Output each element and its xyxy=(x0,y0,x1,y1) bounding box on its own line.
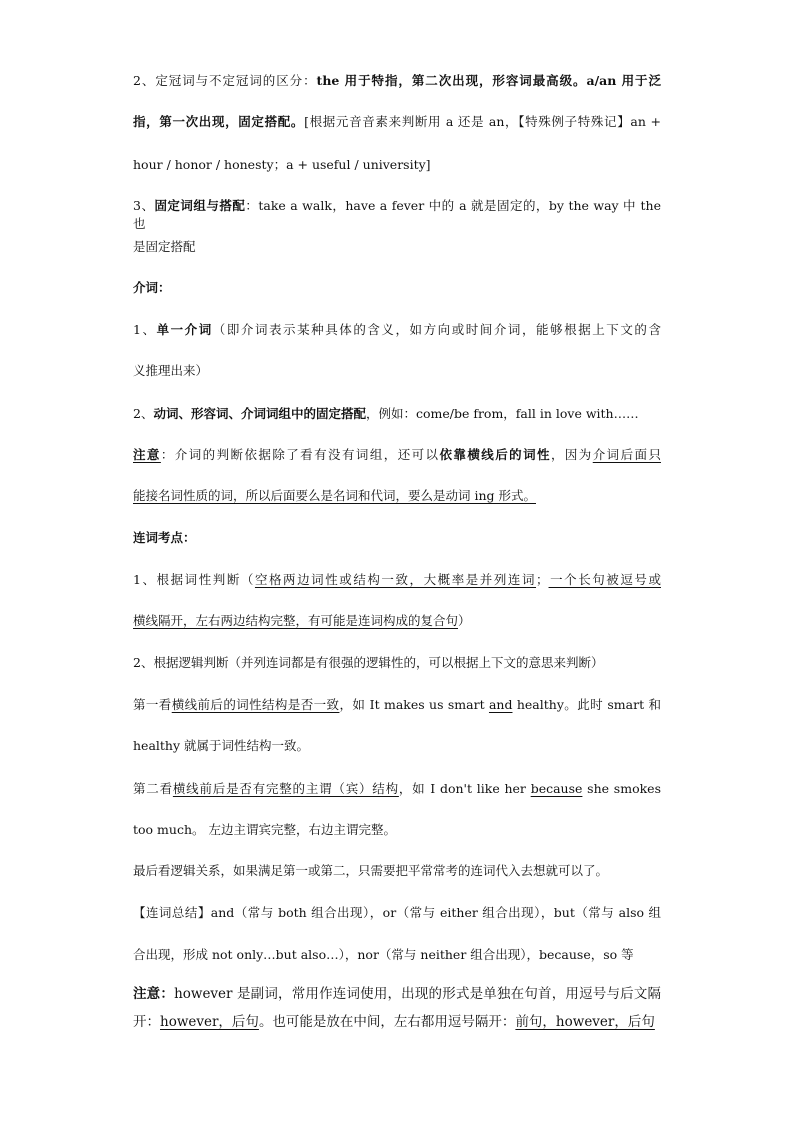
paragraph-line: 义推理出来） xyxy=(133,363,209,378)
bold-text: the 用于特指，第二次出现，形容词最高级。a/an 用于泛 xyxy=(316,73,661,88)
bold-text: 动词、形容词、介词词组中的固定搭配 xyxy=(153,406,366,421)
underlined-text: 介词后面只 xyxy=(592,447,661,462)
text-span: ：take a walk，have a fever 中的 a 就是固定的，by the way 中 the 也 xyxy=(133,198,661,231)
paragraph-line xyxy=(133,612,661,630)
text-span: however 是副词，常用作连词使用，出现的形式是单独在句首，用逗号与后文隔 xyxy=(174,986,662,1002)
paragraph-line: too much。 左边主谓宾完整，右边主谓完整。 xyxy=(133,822,396,837)
text-span: ） xyxy=(458,613,471,628)
text-span: 3、 xyxy=(133,198,155,213)
text-span: ，如 I don't like her xyxy=(398,781,531,796)
text-span: ：介词的判断依据除了看有没有词组，还可以 xyxy=(160,447,440,462)
underlined-text: 横线隔开，左右两边结构完整，有可能是连词构成的复合句 xyxy=(133,613,459,628)
paragraph-line: hour / honor / honesty；a + useful / university] xyxy=(133,157,431,172)
underlined-text: however，后句 xyxy=(160,1014,259,1030)
paragraph-line xyxy=(133,72,661,90)
bold-text: 单一介词 xyxy=(156,322,213,337)
text-span: ； xyxy=(536,572,549,587)
underlined-text: 横线前后是否有完整的主谓（宾）结构 xyxy=(172,781,399,796)
paragraph-line: 合出现，形成 not only…but also…），nor（常与 neither 组合出现），because，so 等 xyxy=(133,947,634,962)
bold-text: 依靠横线后的词性 xyxy=(439,447,551,462)
underlined-text: 空格两边词性或结构一致，大概率是并列连词 xyxy=(254,572,537,587)
underlined-text: 一个长句被逗号或 xyxy=(548,572,661,587)
text-span: 1、 xyxy=(133,322,157,337)
bold-text: 固定词组与搭配 xyxy=(154,198,246,213)
section-heading: 介词： xyxy=(133,280,171,295)
text-span: 2、 xyxy=(133,406,154,421)
text-span: （即介词表示某种具体的含义，如方向或时间介词，能够根据上下文的含 xyxy=(212,322,661,337)
text-span: 。也可能是放在中间，左右都用逗号隔开： xyxy=(258,1014,516,1030)
text-span: 第二看 xyxy=(133,781,173,796)
paragraph-line: 最后看逻辑关系，如果满足第一或第二，只需要把平常常考的连词代入去想就可以了。 xyxy=(133,863,609,878)
underlined-text: 前句，however，后句 xyxy=(515,1014,655,1030)
underlined-text: because xyxy=(530,781,583,796)
paragraph-line xyxy=(133,780,661,798)
text-span: ，例如：come/be from，fall in love with…… xyxy=(365,406,639,421)
bold-text: 指，第一次出现，固定搭配。 xyxy=(133,114,305,129)
paragraph-line xyxy=(133,446,661,464)
text-span: 2、定冠词与不定冠词的区分： xyxy=(133,73,317,88)
text-span: ，因为 xyxy=(550,447,593,462)
underlined-text: 能接名词性质的词，所以后面要么是名词和代词，要么是动词 ing 形式。 xyxy=(133,488,536,503)
note-label: 注意 xyxy=(133,447,161,462)
text-span: healthy。此时 smart 和 xyxy=(512,697,661,712)
text-span: 第一看 xyxy=(133,697,172,712)
text-span: [根据元音音素来判断用 a 还是 an，【特殊例子特殊记】an + xyxy=(304,114,661,129)
note-label: 注意： xyxy=(133,986,175,1002)
paragraph-line: 是固定搭配 xyxy=(133,239,196,254)
paragraph-line xyxy=(133,113,661,131)
paragraph-line xyxy=(133,197,661,233)
paragraph-line xyxy=(133,985,661,1003)
text-span: 1、根据词性判断（ xyxy=(133,572,255,587)
paragraph-line xyxy=(133,405,661,423)
section-heading: 连词考点： xyxy=(133,530,196,545)
text-span: 开： xyxy=(133,1014,160,1030)
paragraph-line: 【连词总结】and（常与 both 组合出现），or（常与 either 组合出现），but（常与 also 组 xyxy=(133,905,661,920)
paragraph-line: 2、根据逻辑判断（并列连词都是有很强的逻辑性的，可以根据上下文的意思来判断） xyxy=(133,655,604,670)
underlined-text: and xyxy=(488,697,513,712)
paragraph-line xyxy=(133,571,661,589)
underlined-text: 横线前后的词性结构是否一致 xyxy=(171,697,340,712)
text-span: ，如 It makes us smart xyxy=(339,697,489,712)
paragraph-line xyxy=(133,321,661,339)
paragraph-line xyxy=(133,696,661,714)
paragraph-line xyxy=(133,1013,661,1031)
text-span: she smokes xyxy=(582,781,661,796)
paragraph-line xyxy=(133,487,661,505)
paragraph-line: healthy 就属于词性结构一致。 xyxy=(133,738,310,753)
